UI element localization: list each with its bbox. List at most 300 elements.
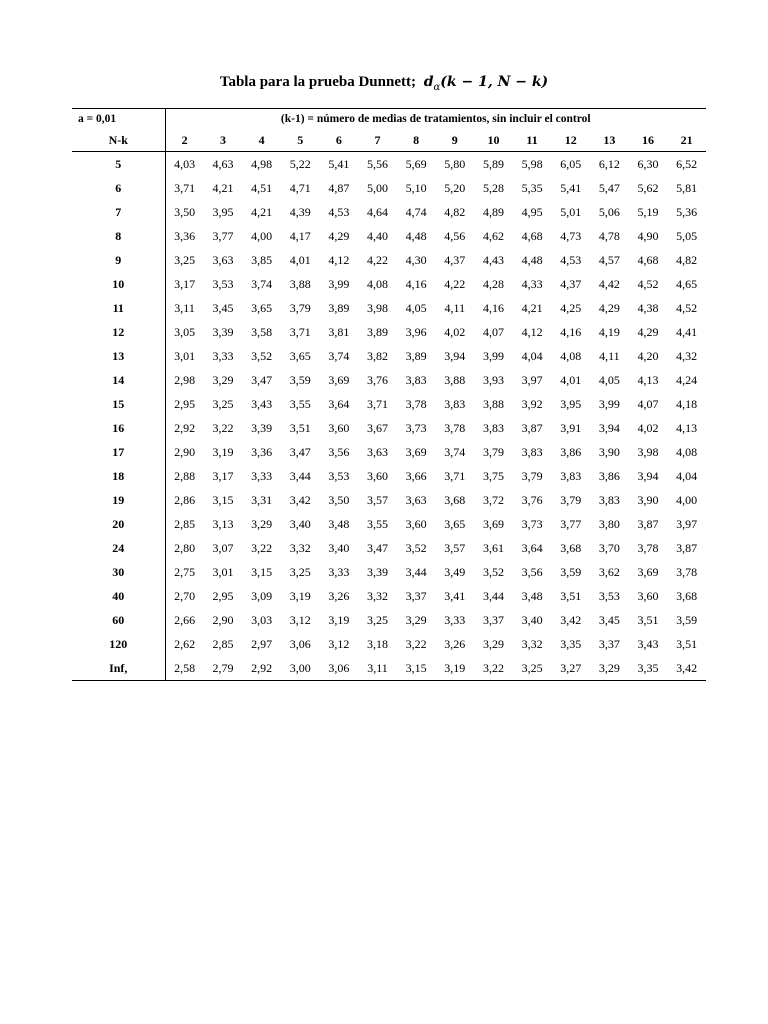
table-cell: 3,89 xyxy=(405,348,427,363)
table-cell: 4,18 xyxy=(676,396,698,411)
row-label: 18 xyxy=(72,464,165,488)
table-cell: 3,50 xyxy=(174,204,196,219)
table-cell: 5,22 xyxy=(289,156,311,171)
table-cell: 3,53 xyxy=(598,588,620,603)
table-row xyxy=(72,272,706,296)
column-header: 7 xyxy=(358,129,397,152)
table-cell: 3,55 xyxy=(367,516,389,531)
table-cell: 4,29 xyxy=(328,228,350,243)
table-cell: 3,83 xyxy=(482,420,504,435)
table-cell: 2,80 xyxy=(174,540,196,555)
table-cell: 4,98 xyxy=(251,156,273,171)
table-cell: 3,93 xyxy=(482,372,504,387)
table-cell: 4,33 xyxy=(521,276,543,291)
table-cell: 4,53 xyxy=(328,204,350,219)
table-cell: 3,25 xyxy=(174,252,196,267)
table-cell: 3,37 xyxy=(598,636,620,651)
table-cell: 4,68 xyxy=(637,252,659,267)
table-cell: 3,25 xyxy=(212,396,234,411)
table-cell: 3,88 xyxy=(289,276,311,291)
table-cell: 4,68 xyxy=(521,228,543,243)
table-cell: 3,78 xyxy=(676,564,698,579)
table-cell: 3,44 xyxy=(482,588,504,603)
table-cell: 3,26 xyxy=(444,636,466,651)
table-cell: 5,01 xyxy=(560,204,582,219)
table-cell: 3,19 xyxy=(328,612,350,627)
table-cell: 3,59 xyxy=(289,372,311,387)
table-cell: 3,87 xyxy=(521,420,543,435)
formula-subscript: α xyxy=(433,81,441,93)
table-cell: 3,63 xyxy=(405,492,427,507)
column-header: 13 xyxy=(590,129,629,152)
table-cell: 3,70 xyxy=(598,540,620,555)
table-cell: 4,21 xyxy=(212,180,234,195)
table-cell: 3,68 xyxy=(444,492,466,507)
table-cell: 4,43 xyxy=(482,252,504,267)
table-cell: 3,26 xyxy=(328,588,350,603)
table-cell: 3,95 xyxy=(560,396,582,411)
header-description: (k-1) = número de medias de tratamientos, sin incluir el control xyxy=(165,109,706,130)
table-cell: 3,29 xyxy=(482,636,504,651)
row-label: 5 xyxy=(72,152,165,177)
table-cell: 5,35 xyxy=(521,180,543,195)
table-cell: 4,73 xyxy=(560,228,582,243)
table-cell: 2,92 xyxy=(174,420,196,435)
table-cell: 3,29 xyxy=(405,612,427,627)
table-cell: 3,65 xyxy=(251,300,273,315)
table-cell: 5,81 xyxy=(676,180,698,195)
table-cell: 3,13 xyxy=(212,516,234,531)
table-cell: 3,18 xyxy=(367,636,389,651)
table-cell: 5,00 xyxy=(367,180,389,195)
table-cell: 3,32 xyxy=(289,540,311,555)
row-label: 12 xyxy=(72,320,165,344)
table-cell: 4,05 xyxy=(598,372,620,387)
table-cell: 3,33 xyxy=(444,612,466,627)
table-cell: 4,52 xyxy=(637,276,659,291)
row-label: 14 xyxy=(72,368,165,392)
table-cell: 3,47 xyxy=(289,444,311,459)
table-cell: 3,01 xyxy=(174,348,196,363)
table-cell: 2,97 xyxy=(251,636,273,651)
column-header: 4 xyxy=(242,129,281,152)
dunnett-table xyxy=(72,108,706,681)
table-cell: 3,33 xyxy=(328,564,350,579)
table-cell: 3,73 xyxy=(521,516,543,531)
title-formula xyxy=(423,74,549,93)
column-header: 8 xyxy=(397,129,436,152)
table-cell: 3,68 xyxy=(560,540,582,555)
table-cell: 3,64 xyxy=(328,396,350,411)
column-header: 9 xyxy=(435,129,474,152)
table-cell: 3,87 xyxy=(676,540,698,555)
table-cell: 3,43 xyxy=(637,636,659,651)
table-cell: 5,20 xyxy=(444,180,466,195)
table-cell: 2,88 xyxy=(174,468,196,483)
table-cell: 3,61 xyxy=(482,540,504,555)
table-cell: 3,25 xyxy=(289,564,311,579)
table-cell: 4,16 xyxy=(560,324,582,339)
table-cell: 4,39 xyxy=(289,204,311,219)
table-cell: 3,41 xyxy=(444,588,466,603)
table-cell: 3,36 xyxy=(251,444,273,459)
table-cell: 3,37 xyxy=(405,588,427,603)
table-cell: 4,00 xyxy=(676,492,698,507)
table-cell: 3,22 xyxy=(405,636,427,651)
table-cell: 3,43 xyxy=(251,396,273,411)
table-cell: 3,52 xyxy=(405,540,427,555)
table-cell: 3,86 xyxy=(598,468,620,483)
table-cell: 4,07 xyxy=(637,396,659,411)
table-cell: 4,32 xyxy=(676,348,698,363)
table-cell: 3,79 xyxy=(482,444,504,459)
table-cell: 3,51 xyxy=(289,420,311,435)
alpha-label: a = 0,01 xyxy=(72,109,165,130)
table-cell: 3,57 xyxy=(367,492,389,507)
table-cell: 3,79 xyxy=(521,468,543,483)
table-cell: 4,82 xyxy=(444,204,466,219)
table-cell: 3,74 xyxy=(328,348,350,363)
column-header: 5 xyxy=(281,129,320,152)
table-cell: 3,90 xyxy=(598,444,620,459)
table-cell: 3,60 xyxy=(637,588,659,603)
table-cell: 4,52 xyxy=(676,300,698,315)
table-cell: 3,45 xyxy=(598,612,620,627)
table-row xyxy=(72,176,706,200)
table-cell: 3,15 xyxy=(251,564,273,579)
table-cell: 3,96 xyxy=(405,324,427,339)
table-cell: 4,17 xyxy=(289,228,311,243)
table-cell: 3,71 xyxy=(444,468,466,483)
table-cell: 3,11 xyxy=(358,656,397,681)
table-cell: 4,28 xyxy=(482,276,504,291)
table-cell: 3,63 xyxy=(212,252,234,267)
row-label: 20 xyxy=(72,512,165,536)
table-row xyxy=(72,416,706,440)
table-cell: 3,60 xyxy=(328,420,350,435)
table-cell: 3,29 xyxy=(251,516,273,531)
column-header: 10 xyxy=(474,129,513,152)
table-cell: 4,37 xyxy=(444,252,466,267)
table-cell: 3,83 xyxy=(598,492,620,507)
table-cell: 3,15 xyxy=(397,656,436,681)
table-row xyxy=(72,296,706,320)
table-cell: 4,89 xyxy=(482,204,504,219)
table-cell: 3,36 xyxy=(174,228,196,243)
table-cell: 3,67 xyxy=(367,420,389,435)
table-cell: 3,42 xyxy=(560,612,582,627)
table-row xyxy=(72,464,706,488)
table-cell: 4,40 xyxy=(367,228,389,243)
table-cell: 3,19 xyxy=(212,444,234,459)
table-cell: 3,74 xyxy=(444,444,466,459)
table-cell: 4,05 xyxy=(405,300,427,315)
table-cell: 3,35 xyxy=(560,636,582,651)
table-cell: 4,11 xyxy=(599,348,620,363)
row-header-label: N-k xyxy=(72,129,165,152)
table-cell: 4,08 xyxy=(367,276,389,291)
table-cell: 4,48 xyxy=(521,252,543,267)
table-cell: 3,83 xyxy=(521,444,543,459)
table-cell: 6,05 xyxy=(560,156,582,171)
table-cell: 3,50 xyxy=(328,492,350,507)
table-row xyxy=(72,536,706,560)
table-cell: 3,97 xyxy=(676,516,698,531)
table-cell: 5,62 xyxy=(637,180,659,195)
table-cell: 3,69 xyxy=(482,516,504,531)
table-cell: 3,68 xyxy=(676,588,698,603)
table-cell: 4,22 xyxy=(444,276,466,291)
table-cell: 3,88 xyxy=(444,372,466,387)
table-cell: 5,28 xyxy=(482,180,504,195)
table-cell: 3,39 xyxy=(251,420,273,435)
table-cell: 3,63 xyxy=(367,444,389,459)
table-cell: 4,03 xyxy=(174,156,196,171)
table-cell: 4,30 xyxy=(405,252,427,267)
table-cell: 2,70 xyxy=(174,588,196,603)
table-row xyxy=(72,368,706,392)
table-cell: 2,66 xyxy=(174,612,196,627)
table-cell: 3,99 xyxy=(328,276,350,291)
table-cell: 3,89 xyxy=(367,324,389,339)
table-cell: 3,51 xyxy=(676,636,698,651)
table-cell: 4,51 xyxy=(251,180,273,195)
row-label: 11 xyxy=(72,296,165,320)
table-cell: 3,33 xyxy=(212,348,234,363)
table-cell: 3,77 xyxy=(212,228,234,243)
table-cell: 2,85 xyxy=(212,636,234,651)
formula-args: (k − 1, N − k) xyxy=(440,74,549,90)
column-header: 6 xyxy=(320,129,359,152)
table-cell: 3,88 xyxy=(482,396,504,411)
table-cell: 4,13 xyxy=(676,420,698,435)
table-row xyxy=(72,560,706,584)
row-label: 30 xyxy=(72,560,165,584)
table-cell: 4,24 xyxy=(676,372,698,387)
table-cell: 4,04 xyxy=(676,468,698,483)
table-cell: 3,17 xyxy=(212,468,234,483)
table-cell: 4,38 xyxy=(637,300,659,315)
page-title xyxy=(0,74,768,93)
table-cell: 4,21 xyxy=(251,204,273,219)
table-cell: 4,57 xyxy=(598,252,620,267)
table-cell: 4,12 xyxy=(328,252,350,267)
table-cell: 3,09 xyxy=(251,588,273,603)
table-cell: 3,25 xyxy=(367,612,389,627)
table-cell: 5,69 xyxy=(405,156,427,171)
row-label: 9 xyxy=(72,248,165,272)
table-cell: 3,74 xyxy=(251,276,273,291)
table-cell: 3,25 xyxy=(513,656,552,681)
row-label: 8 xyxy=(72,224,165,248)
table-cell: 3,05 xyxy=(174,324,196,339)
table-cell: 3,42 xyxy=(289,492,311,507)
table-cell: 3,98 xyxy=(637,444,659,459)
table-cell: 4,78 xyxy=(598,228,620,243)
table-cell: 4,62 xyxy=(482,228,504,243)
table-cell: 4,90 xyxy=(637,228,659,243)
table-cell: 3,65 xyxy=(444,516,466,531)
table-cell: 3,75 xyxy=(482,468,504,483)
table-cell: 4,00 xyxy=(251,228,273,243)
table-cell: 3,40 xyxy=(328,540,350,555)
column-header: 21 xyxy=(667,129,706,152)
table-cell: 3,76 xyxy=(521,492,543,507)
table-cell: 3,80 xyxy=(598,516,620,531)
table-cell: 3,69 xyxy=(328,372,350,387)
table-cell: 3,22 xyxy=(251,540,273,555)
table-cell: 3,11 xyxy=(174,300,195,315)
table-cell: 3,82 xyxy=(367,348,389,363)
table-cell: 5,19 xyxy=(637,204,659,219)
table-cell: 3,53 xyxy=(212,276,234,291)
table-cell: 3,89 xyxy=(328,300,350,315)
row-label: 17 xyxy=(72,440,165,464)
table-row xyxy=(72,584,706,608)
table-body xyxy=(72,152,706,681)
table-cell: 3,47 xyxy=(251,372,273,387)
formula-d: d xyxy=(423,74,434,90)
table-row xyxy=(72,440,706,464)
table-row xyxy=(72,488,706,512)
table-cell: 2,95 xyxy=(174,396,196,411)
table-cell: 3,22 xyxy=(212,420,234,435)
table-cell: 3,83 xyxy=(405,372,427,387)
table-cell: 3,35 xyxy=(629,656,668,681)
table-cell: 3,97 xyxy=(521,372,543,387)
table-cell: 6,30 xyxy=(637,156,659,171)
table-cell: 3,69 xyxy=(637,564,659,579)
table-cell: 6,52 xyxy=(676,156,698,171)
table-cell: 2,79 xyxy=(204,656,243,681)
table-row xyxy=(72,152,706,177)
table-cell: 4,48 xyxy=(405,228,427,243)
table-cell: 4,08 xyxy=(676,444,698,459)
column-header: 16 xyxy=(629,129,668,152)
table-row xyxy=(72,344,706,368)
table-cell: 3,52 xyxy=(482,564,504,579)
row-label: Inf, xyxy=(72,656,165,681)
table-cell: 3,40 xyxy=(289,516,311,531)
table-cell: 3,92 xyxy=(521,396,543,411)
table-cell: 3,78 xyxy=(405,396,427,411)
table-row xyxy=(72,248,706,272)
table-cell: 3,51 xyxy=(637,612,659,627)
table-cell: 4,29 xyxy=(637,324,659,339)
table-cell: 3,56 xyxy=(521,564,543,579)
row-label: 16 xyxy=(72,416,165,440)
table-row xyxy=(72,608,706,632)
table-cell: 2,92 xyxy=(242,656,281,681)
column-header: 12 xyxy=(551,129,590,152)
table-cell: 3,58 xyxy=(251,324,273,339)
table-cell: 3,39 xyxy=(212,324,234,339)
table-cell: 3,06 xyxy=(289,636,311,651)
table-cell: 3,78 xyxy=(637,540,659,555)
table-row xyxy=(72,320,706,344)
table-cell: 3,85 xyxy=(251,252,273,267)
table-cell: 3,53 xyxy=(328,468,350,483)
table-cell: 5,47 xyxy=(598,180,620,195)
table-cell: 3,87 xyxy=(637,516,659,531)
table-cell: 3,79 xyxy=(289,300,311,315)
row-label: 24 xyxy=(72,536,165,560)
table-cell: 5,36 xyxy=(676,204,698,219)
table-cell: 4,25 xyxy=(560,300,582,315)
table-cell: 5,98 xyxy=(521,156,543,171)
table-cell: 3,49 xyxy=(444,564,466,579)
table-cell: 2,85 xyxy=(174,516,196,531)
table-cell: 3,27 xyxy=(551,656,590,681)
table-cell: 4,71 xyxy=(289,180,311,195)
table-cell: 3,39 xyxy=(367,564,389,579)
table-cell: 4,20 xyxy=(637,348,659,363)
table-cell: 3,57 xyxy=(444,540,466,555)
table-cell: 4,02 xyxy=(444,324,466,339)
row-label: 10 xyxy=(72,272,165,296)
table-cell: 4,16 xyxy=(482,300,504,315)
table-cell: 4,82 xyxy=(676,252,698,267)
table-cell: 3,40 xyxy=(521,612,543,627)
table-cell: 3,76 xyxy=(367,372,389,387)
row-label: 19 xyxy=(72,488,165,512)
table-cell: 4,13 xyxy=(637,372,659,387)
table-cell: 3,71 xyxy=(367,396,389,411)
table-cell: 3,79 xyxy=(560,492,582,507)
table-cell: 4,01 xyxy=(560,372,582,387)
table-cell: 6,12 xyxy=(598,156,620,171)
table-cell: 5,41 xyxy=(560,180,582,195)
column-header: 2 xyxy=(165,129,204,152)
table-cell: 3,03 xyxy=(251,612,273,627)
table-cell: 3,42 xyxy=(667,656,706,681)
row-label: 7 xyxy=(72,200,165,224)
table-cell: 3,94 xyxy=(637,468,659,483)
table-cell: 2,95 xyxy=(212,588,234,603)
table-cell: 3,65 xyxy=(289,348,311,363)
table-cell: 3,90 xyxy=(637,492,659,507)
table-cell: 3,91 xyxy=(560,420,582,435)
column-header: 11 xyxy=(513,129,552,152)
table-cell: 3,86 xyxy=(560,444,582,459)
table-cell: 3,99 xyxy=(598,396,620,411)
table-cell: 3,15 xyxy=(212,492,234,507)
table-cell: 4,41 xyxy=(676,324,698,339)
table-cell: 4,63 xyxy=(212,156,234,171)
table-cell: 5,89 xyxy=(482,156,504,171)
table-cell: 3,94 xyxy=(444,348,466,363)
table-cell: 3,19 xyxy=(289,588,311,603)
table-cell: 3,19 xyxy=(435,656,474,681)
table-cell: 3,71 xyxy=(174,180,196,195)
table-cell: 3,83 xyxy=(444,396,466,411)
table-cell: 2,86 xyxy=(174,492,196,507)
table-cell: 4,22 xyxy=(367,252,389,267)
table-cell: 4,37 xyxy=(560,276,582,291)
table-cell: 2,75 xyxy=(174,564,196,579)
table-cell: 4,07 xyxy=(482,324,504,339)
table-cell: 3,83 xyxy=(560,468,582,483)
table-cell: 3,45 xyxy=(212,300,234,315)
table-cell: 3,07 xyxy=(212,540,234,555)
table-cell: 5,05 xyxy=(676,228,698,243)
table-cell: 3,77 xyxy=(560,516,582,531)
title-text: Tabla para la prueba Dunnett; xyxy=(219,74,416,90)
table-cell: 3,72 xyxy=(482,492,504,507)
column-header: 3 xyxy=(204,129,243,152)
table-cell: 5,56 xyxy=(367,156,389,171)
table-cell: 3,17 xyxy=(174,276,196,291)
